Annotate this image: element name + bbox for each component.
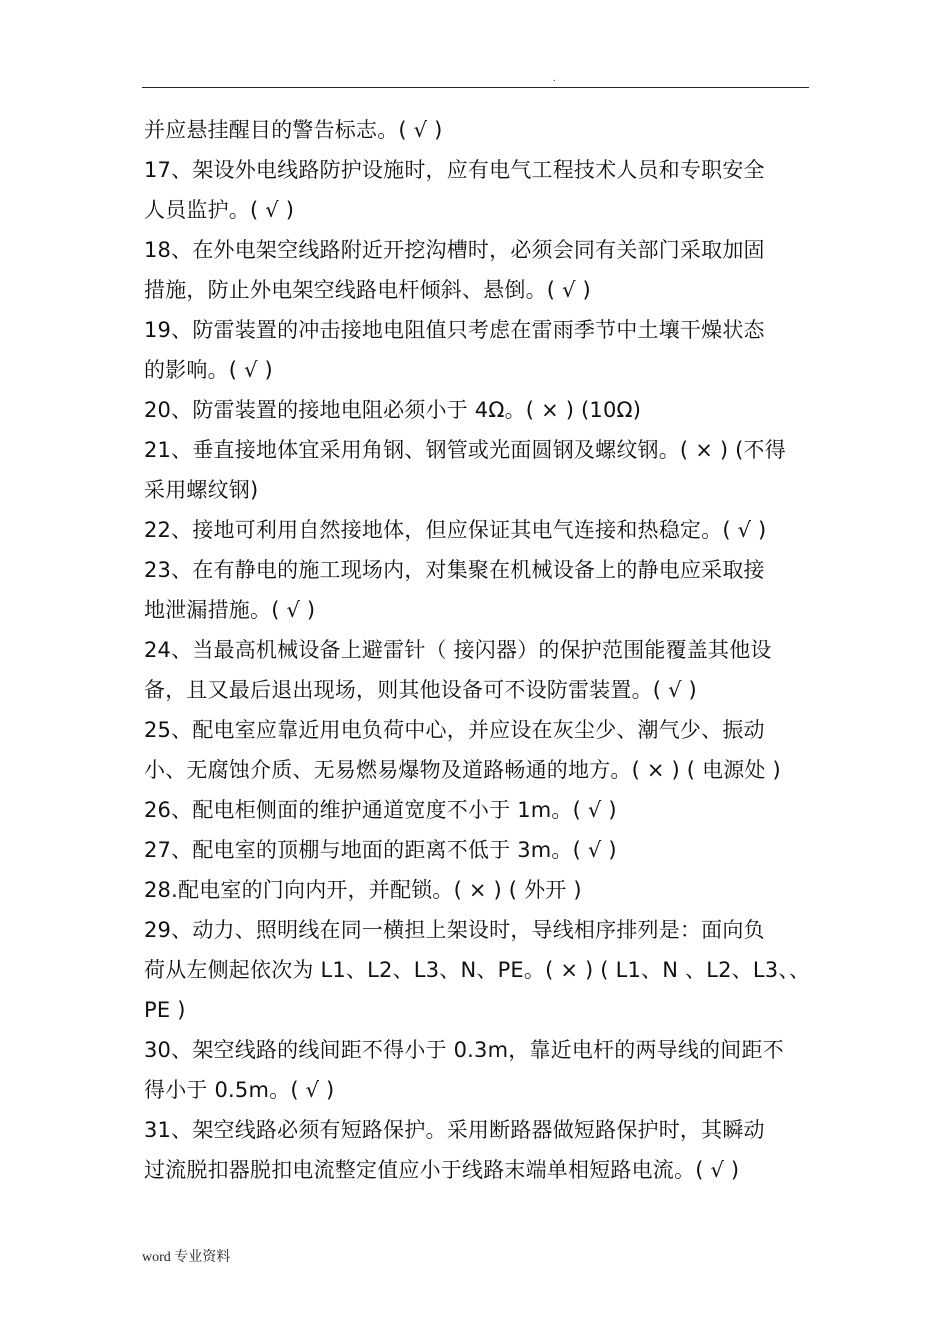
text-line: 24、当最高机械设备上避雷针（ 接闪器）的保护范围能覆盖其他设 — [144, 638, 772, 662]
text-line: 27、配电室的顶棚与地面的距离不低于 3m。( √ ) — [144, 838, 617, 862]
text-line: 20、防雷装置的接地电阻必须小于 4Ω。( × ) (10Ω) — [144, 398, 642, 422]
text-line: 19、防雷装置的冲击接地电阻值只考虑在雷雨季节中土壤干燥状态 — [144, 318, 765, 342]
text-line: 21、垂直接地体宜采用角钢、钢管或光面圆钢及螺纹钢。( × ) (不得 — [144, 438, 786, 462]
text-line: 23、在有静电的施工现场内，对集聚在机械设备上的静电应采取接 — [144, 558, 765, 582]
text-line: 26、配电柜侧面的维护通道宽度不小于 1m。( √ ) — [144, 798, 617, 822]
text-line: 措施，防止外电架空线路电杆倾斜、悬倒。( √ ) — [144, 278, 591, 302]
text-line: 人员监护。( √ ) — [144, 198, 295, 222]
text-line: 30、架空线路的线间距不得小于 0.3m，靠近电杆的两导线的间距不 — [144, 1038, 784, 1062]
text-line: 过流脱扣器脱扣电流整定值应小于线路末端单相短路电流。( √ ) — [144, 1158, 740, 1182]
text-line: 备，且又最后退出现场，则其他设备可不设防雷装置。( √ ) — [144, 678, 697, 702]
text-line: 的影响。( √ ) — [144, 358, 273, 382]
text-line: 小、无腐蚀介质、无易燃易爆物及道路畅通的地方。( × ) ( 电源处 ) — [144, 758, 781, 782]
document-body — [144, 110, 816, 1190]
text-line: PE ) — [144, 998, 186, 1022]
text-line: 29、动力、照明线在同一横担上架设时，导线相序排列是：面向负 — [144, 918, 765, 942]
text-line: 18、在外电架空线路附近开挖沟槽时，必须会同有关部门采取加固 — [144, 238, 765, 262]
header-rule — [142, 87, 809, 88]
text-line: 31、架空线路必须有短路保护。采用断路器做短路保护时，其瞬动 — [144, 1118, 765, 1142]
text-line: 并应悬挂醒目的警告标志。( √ ) — [144, 118, 443, 142]
footer-label: word 专业资料 — [142, 1250, 231, 1265]
text-line: 25、配电室应靠近用电负荷中心，并应设在灰尘少、潮气少、振动 — [144, 718, 765, 742]
text-line: 22、接地可利用自然接地体，但应保证其电气连接和热稳定。( √ ) — [144, 518, 767, 542]
text-line: 采用螺纹钢) — [144, 478, 259, 502]
text-line: 地泄漏措施。( √ ) — [144, 598, 316, 622]
text-line: 得小于 0.5m。( √ ) — [144, 1078, 335, 1102]
header-mark: . — [553, 73, 556, 84]
text-line: 28.配电室的门向内开，并配锁。( × ) ( 外开 ) — [144, 878, 582, 902]
text-line: 荷从左侧起依次为 L1、L2、L3、N、PE。( × ) ( L1、N 、L2、L3、、 — [144, 958, 811, 982]
text-line: 17、架设外电线路防护设施时，应有电气工程技术人员和专职安全 — [144, 158, 765, 182]
